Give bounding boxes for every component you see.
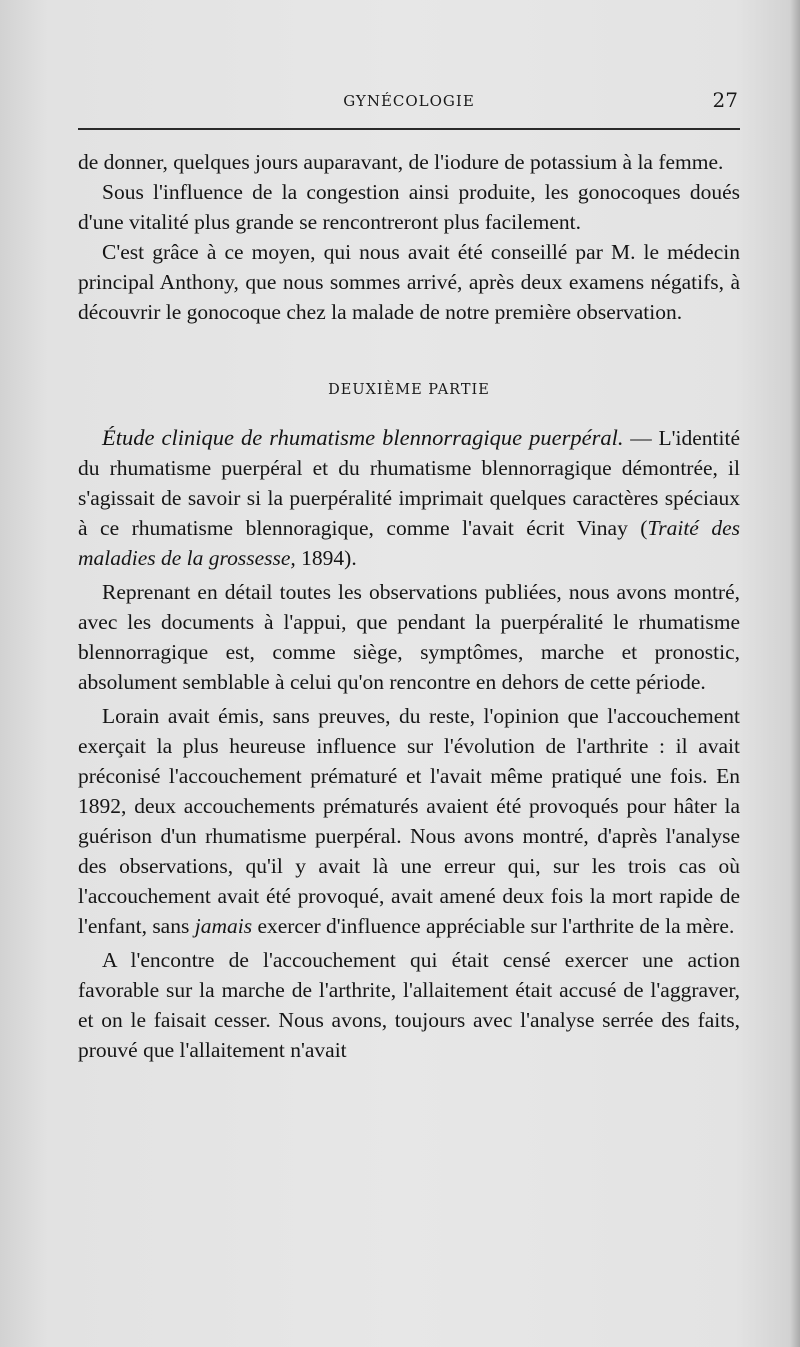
paragraph-6 [78,701,740,941]
paragraph-6-text-b: exercer d'influence appréciable sur l'arthrite de la mère. [252,914,735,938]
running-title: GYNÉCOLOGIE [343,92,475,110]
page-number: 27 [712,88,738,112]
section-lead-title: Étude clinique de rhumatisme blennorragique puerpéral. [102,425,624,450]
paragraph-4-text-a: — L'identité du rhumatisme puerpéral et du rhumatisme blennorragique démontrée, il s'agissait de savoir si la puerpéralité imprimait quelques caractères spéciaux à ce rhumatisme blennoragique, comme l'avait écrit Vinay ( [78,426,740,540]
paragraph-2: Sous l'influence de la congestion ainsi produite, les gonocoques doués d'une vitalité plus grande se rencontreront plus facilement. [78,180,740,234]
page-header [78,88,740,116]
page-body [78,147,740,1065]
citation-title: Traité des maladies de la grossesse, [78,516,740,570]
paragraph-4-text-b: 1894). [295,546,357,570]
section-heading: DEUXIÈME PARTIE [328,382,490,398]
paragraph-7: A l'encontre de l'accouchement qui était censé exercer une action favorable sur la marche de l'arthrite, l'allaitement était accusé de l'aggraver, et on le faisait cesser. Nous avons, toujours avec l'analyse serrée des faits, prouvé que l'allaitement n'avait [78,948,740,1062]
paragraph-1: de donner, quelques jours auparavant, de l'iodure de potassium à la femme. [78,150,724,174]
paragraph-4 [78,423,740,573]
paragraph-3: C'est grâce à ce moyen, qui nous avait été conseillé par M. le médecin principal Anthony, que nous sommes arrivé, après deux examens négatifs, à découvrir le gonocoque chez la malade de notre première observation. [78,240,740,324]
paragraph-5: Reprenant en détail toutes les observations publiées, nous avons montré, avec les documents à l'appui, que pendant la puerpéralité le rhumatisme blennorragique est, comme siège, symptômes, marche et pronostic, absolument semblable à celui qu'on rencontre en dehors de cette période. [78,580,740,694]
header-rule [78,128,740,130]
emphasis-jamais: jamais [194,914,253,938]
paragraph-6-text-a: Lorain avait émis, sans preuves, du reste, l'opinion que l'accouchement exerçait la plus heureuse influence sur l'évolution de l'arthrite : il avait préconisé l'accouchement prématuré et l'avait même pratiqué une fois. En 1892, deux accouchements prématurés avaient été provoqués pour hâter la guérison d'un rhumatisme puerpéral. Nous avons montré, d'après l'analyse des observations, qu'il y avait là une erreur qui, sur les trois cas où l'accouchement avait été provoqué, avait amené deux fois la mort rapide de l'enfant, sans [78,704,740,938]
